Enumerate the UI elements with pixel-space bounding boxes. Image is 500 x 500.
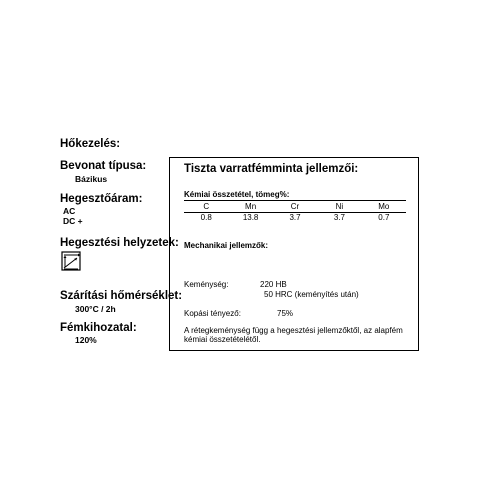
element-cr: Cr: [290, 202, 300, 211]
weld-metal-properties-panel: [169, 157, 419, 351]
abrasion-factor-value: 75%: [277, 309, 294, 318]
hardness-value-hrc: 50 HRC (keményítés után): [264, 290, 359, 299]
metal-recovery-label: Fémkihozatal:: [60, 322, 137, 334]
value-c: 0.8: [200, 213, 212, 222]
hardness-value-hb: 220 HB: [260, 280, 287, 289]
element-c: C: [203, 202, 210, 211]
heat-treatment-label: Hőkezelés:: [60, 138, 121, 150]
welding-positions-icon: [60, 250, 82, 272]
chemical-elements-row: [184, 202, 406, 211]
welding-current-dc: DC +: [63, 216, 83, 226]
note-line-1: A rétegkeménység függ a hegesztési jellemzőktől, az alapfém: [184, 326, 403, 335]
value-mn: 13.8: [242, 213, 259, 222]
value-mo: 0.7: [378, 213, 390, 222]
value-ni: 3.7: [333, 213, 345, 222]
value-cr: 3.7: [289, 213, 301, 222]
mechanical-properties-title: Mechanikai jellemzők:: [184, 241, 269, 250]
chemical-values-row: [184, 213, 406, 222]
hardness-label: Keménység:: [184, 280, 229, 289]
abrasion-factor-label: Kopási tényező:: [184, 309, 241, 318]
metal-recovery-value: 120%: [75, 335, 97, 345]
element-mo: Mo: [378, 202, 390, 211]
element-mn: Mn: [245, 202, 257, 211]
coating-type-label: Bevonat típusa:: [60, 160, 147, 172]
coating-type-value: Bázikus: [75, 174, 108, 184]
drying-temperature-value: 300°C / 2h: [75, 304, 116, 314]
chemical-header-rule: [184, 200, 406, 201]
chemical-composition-label: Kémiai összetétel, tömeg%:: [184, 190, 290, 199]
welding-current-ac: AC: [63, 206, 76, 216]
drying-temperature-label: Szárítási hőmérséklet:: [60, 290, 183, 302]
element-ni: Ni: [335, 202, 344, 211]
welding-current-label: Hegesztőáram:: [60, 193, 143, 205]
note-line-2: kémiai összetételétől.: [184, 335, 261, 344]
panel-title: Tiszta varratfémminta jellemzői:: [184, 163, 359, 175]
welding-positions-label: Hegesztési helyzetek:: [60, 237, 179, 249]
